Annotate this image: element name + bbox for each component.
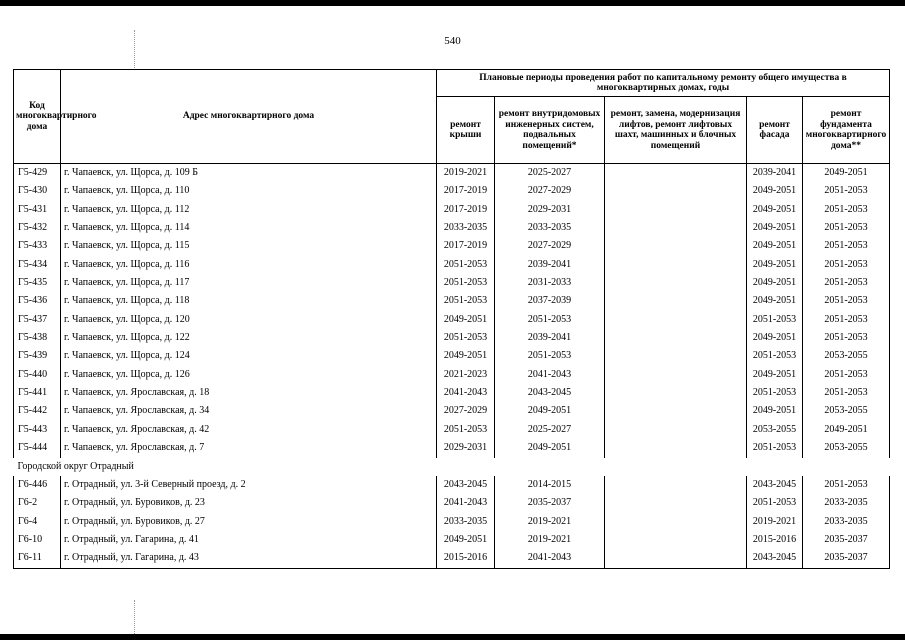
cell-foundation: 2035-2037 [803,549,890,568]
cell-systems: 2039-2041 [495,256,605,274]
section-row [14,458,890,476]
cell-roof: 2051-2053 [437,256,495,274]
cell-code: Г5-431 [14,201,61,219]
cell-foundation: 2049-2051 [803,421,890,439]
cell-address: г. Отрадный, ул. Буровиков, д. 23 [61,494,437,512]
cell-roof: 2033-2035 [437,513,495,531]
cell-facade: 2049-2051 [747,201,803,219]
cell-code: Г6-446 [14,476,61,494]
cell-systems: 2049-2051 [495,402,605,420]
cell-systems: 2039-2041 [495,329,605,347]
page-number: 540 [444,35,461,47]
cell-code: Г5-442 [14,402,61,420]
cell-lifts [605,201,747,219]
cell-code: Г5-441 [14,384,61,402]
table-row [14,402,890,420]
cell-roof: 2051-2053 [437,274,495,292]
cell-systems: 2031-2033 [495,274,605,292]
cell-facade: 2051-2053 [747,384,803,402]
cell-foundation: 2033-2035 [803,494,890,512]
cell-roof: 2017-2019 [437,201,495,219]
cell-roof: 2041-2043 [437,384,495,402]
table-row [14,384,890,402]
cell-code: Г5-444 [14,439,61,457]
bottom-border [0,634,905,640]
cell-facade: 2019-2021 [747,513,803,531]
cell-foundation: 2051-2053 [803,256,890,274]
top-border [0,0,905,6]
table-row [14,311,890,329]
header-systems: ремонт внутридомовых инженерных систем, подвальных помещений* [495,97,605,164]
cell-lifts [605,347,747,365]
cell-code: Г5-433 [14,237,61,255]
table-body [14,164,890,569]
cell-lifts [605,219,747,237]
table-row [14,256,890,274]
cell-roof: 2029-2031 [437,439,495,457]
cell-roof: 2051-2053 [437,421,495,439]
cell-address: г. Чапаевск, ул. Щорса, д. 116 [61,256,437,274]
table-row [14,201,890,219]
cell-code: Г5-438 [14,329,61,347]
cell-lifts [605,402,747,420]
cell-systems: 2051-2053 [495,311,605,329]
cell-roof: 2043-2045 [437,476,495,494]
cell-code: Г5-439 [14,347,61,365]
cell-code: Г5-437 [14,311,61,329]
header-roof: ремонт крыши [437,97,495,164]
cell-roof: 2017-2019 [437,182,495,200]
cell-address: г. Чапаевск, ул. Ярославская, д. 42 [61,421,437,439]
header-facade: ремонт фасада [747,97,803,164]
cell-lifts [605,366,747,384]
cell-foundation: 2051-2053 [803,292,890,310]
cell-foundation: 2051-2053 [803,182,890,200]
cell-foundation: 2053-2055 [803,347,890,365]
cell-facade: 2051-2053 [747,347,803,365]
table-row [14,274,890,292]
cell-lifts [605,311,747,329]
cell-foundation: 2033-2035 [803,513,890,531]
cell-roof: 2049-2051 [437,531,495,549]
cell-foundation: 2051-2053 [803,201,890,219]
cell-lifts [605,182,747,200]
cell-address: г. Отрадный, ул. Гагарина, д. 41 [61,531,437,549]
cell-systems: 2025-2027 [495,164,605,183]
cell-roof: 2051-2053 [437,329,495,347]
table-row [14,292,890,310]
cell-foundation: 2049-2051 [803,164,890,183]
cell-systems: 2014-2015 [495,476,605,494]
cell-address: г. Чапаевск, ул. Щорса, д. 126 [61,366,437,384]
cell-systems: 2027-2029 [495,182,605,200]
header-lifts: ремонт, замена, модернизация лифтов, ремонт лифтовых шахт, машинных и блочных помещений [605,97,747,164]
table-row [14,439,890,457]
table-row [14,494,890,512]
table-row [14,347,890,365]
header-address: Адрес многоквартирного дома [61,70,437,164]
cell-code: Г6-11 [14,549,61,568]
cell-lifts [605,476,747,494]
cell-facade: 2051-2053 [747,311,803,329]
cell-systems: 2041-2043 [495,366,605,384]
table-row [14,513,890,531]
cell-systems: 2041-2043 [495,549,605,568]
cell-lifts [605,384,747,402]
cell-facade: 2049-2051 [747,366,803,384]
cell-address: г. Чапаевск, ул. Ярославская, д. 18 [61,384,437,402]
cell-address: г. Чапаевск, ул. Щорса, д. 120 [61,311,437,329]
table-row [14,164,890,183]
cell-roof: 2033-2035 [437,219,495,237]
cell-systems: 2049-2051 [495,439,605,457]
cell-facade: 2043-2045 [747,549,803,568]
cell-lifts [605,439,747,457]
cell-systems: 2033-2035 [495,219,605,237]
cell-lifts [605,237,747,255]
cell-code: Г5-432 [14,219,61,237]
cell-facade: 2039-2041 [747,164,803,183]
cell-facade: 2043-2045 [747,476,803,494]
cell-facade: 2053-2055 [747,421,803,439]
cell-facade: 2049-2051 [747,274,803,292]
cell-roof: 2051-2053 [437,292,495,310]
cell-lifts [605,549,747,568]
cell-systems: 2025-2027 [495,421,605,439]
cell-systems: 2035-2037 [495,494,605,512]
cell-foundation: 2053-2055 [803,402,890,420]
cell-foundation: 2051-2053 [803,237,890,255]
cell-address: г. Чапаевск, ул. Щорса, д. 122 [61,329,437,347]
table-row [14,182,890,200]
cell-address: г. Чапаевск, ул. Щорса, д. 115 [61,237,437,255]
cell-systems: 2029-2031 [495,201,605,219]
cell-roof: 2027-2029 [437,402,495,420]
cell-foundation: 2035-2037 [803,531,890,549]
cell-foundation: 2051-2053 [803,366,890,384]
cell-address: г. Чапаевск, ул. Щорса, д. 118 [61,292,437,310]
cell-systems: 2027-2029 [495,237,605,255]
table-row [14,531,890,549]
repair-schedule-table [13,69,890,569]
cell-code: Г5-430 [14,182,61,200]
cell-address: г. Отрадный, ул. 3-й Северный проезд, д. 2 [61,476,437,494]
table-row [14,219,890,237]
cell-facade: 2049-2051 [747,182,803,200]
cell-facade: 2051-2053 [747,494,803,512]
cell-code: Г5-443 [14,421,61,439]
cell-lifts [605,329,747,347]
cell-foundation: 2051-2053 [803,311,890,329]
cell-foundation: 2051-2053 [803,219,890,237]
cell-address: г. Чапаевск, ул. Щорса, д. 109 Б [61,164,437,183]
cell-lifts [605,256,747,274]
cell-systems: 2043-2045 [495,384,605,402]
cell-roof: 2021-2023 [437,366,495,384]
cell-roof: 2049-2051 [437,311,495,329]
cell-facade: 2049-2051 [747,329,803,347]
header-code: Код многоквартирного дома [14,70,61,164]
cell-foundation: 2053-2055 [803,439,890,457]
table-row [14,237,890,255]
table-row [14,421,890,439]
table-row [14,476,890,494]
cell-code: Г6-4 [14,513,61,531]
cell-roof: 2041-2043 [437,494,495,512]
cell-address: г. Чапаевск, ул. Щорса, д. 114 [61,219,437,237]
cell-systems: 2019-2021 [495,531,605,549]
cell-lifts [605,494,747,512]
cell-lifts [605,292,747,310]
section-label: Городской округ Отрадный [17,460,134,472]
cell-facade: 2051-2053 [747,439,803,457]
cell-roof: 2019-2021 [437,164,495,183]
cell-code: Г6-2 [14,494,61,512]
cell-facade: 2049-2051 [747,292,803,310]
cell-facade: 2049-2051 [747,402,803,420]
cell-code: Г6-10 [14,531,61,549]
scan-mark [134,600,135,634]
table-row [14,366,890,384]
cell-facade: 2015-2016 [747,531,803,549]
cell-code: Г5-429 [14,164,61,183]
cell-foundation: 2051-2053 [803,329,890,347]
cell-facade: 2049-2051 [747,219,803,237]
cell-foundation: 2051-2053 [803,384,890,402]
cell-code: Г5-434 [14,256,61,274]
cell-lifts [605,421,747,439]
cell-address: г. Отрадный, ул. Буровиков, д. 27 [61,513,437,531]
header-foundation: ремонт фундамента многоквартирного дома** [803,97,890,164]
cell-lifts [605,531,747,549]
cell-lifts [605,164,747,183]
cell-address: г. Чапаевск, ул. Щорса, д. 124 [61,347,437,365]
cell-address: г. Отрадный, ул. Гагарина, д. 43 [61,549,437,568]
cell-address: г. Чапаевск, ул. Щорса, д. 110 [61,182,437,200]
cell-foundation: 2051-2053 [803,476,890,494]
cell-facade: 2049-2051 [747,256,803,274]
cell-systems: 2037-2039 [495,292,605,310]
cell-code: Г5-436 [14,292,61,310]
cell-code: Г5-435 [14,274,61,292]
cell-foundation: 2051-2053 [803,274,890,292]
cell-systems: 2051-2053 [495,347,605,365]
cell-roof: 2017-2019 [437,237,495,255]
cell-roof: 2015-2016 [437,549,495,568]
header-periods: Плановые периоды проведения работ по капитальному ремонту общего имущества в многоквартирных домах, годы [437,70,890,97]
cell-lifts [605,274,747,292]
cell-facade: 2049-2051 [747,237,803,255]
cell-address: г. Чапаевск, ул. Щорса, д. 117 [61,274,437,292]
cell-address: г. Чапаевск, ул. Ярославская, д. 7 [61,439,437,457]
table-row [14,329,890,347]
cell-address: г. Чапаевск, ул. Щорса, д. 112 [61,201,437,219]
cell-systems: 2019-2021 [495,513,605,531]
cell-code: Г5-440 [14,366,61,384]
table-row [14,549,890,568]
cell-lifts [605,513,747,531]
cell-address: г. Чапаевск, ул. Ярославская, д. 34 [61,402,437,420]
cell-roof: 2049-2051 [437,347,495,365]
